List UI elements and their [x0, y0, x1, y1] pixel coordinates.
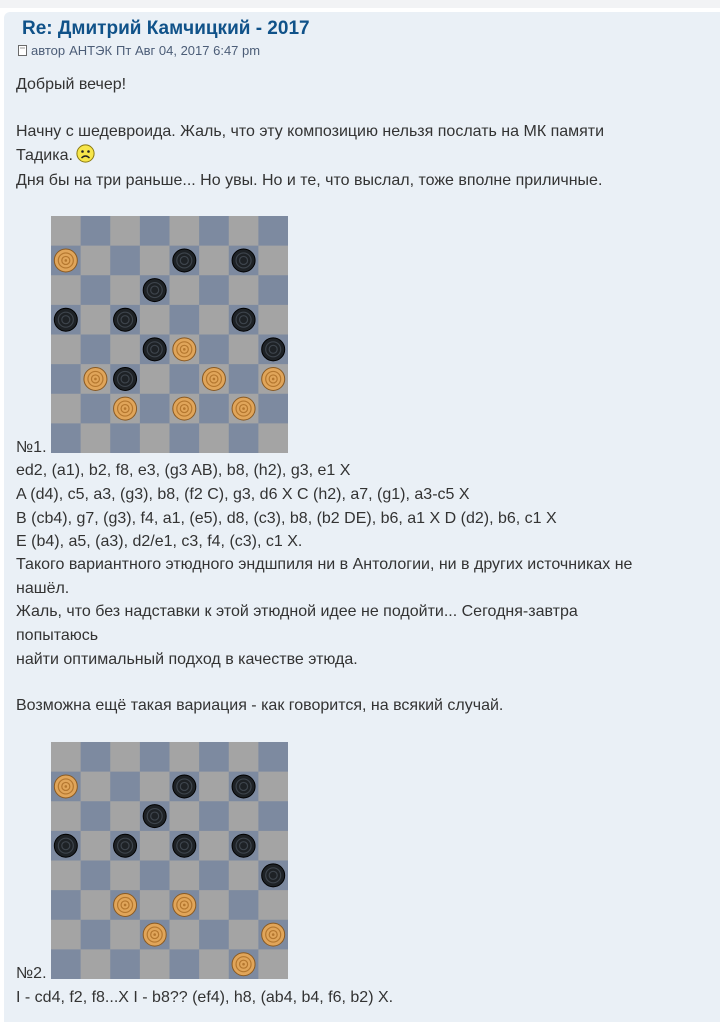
- board-2: [51, 742, 288, 979]
- board-1-square: [258, 275, 288, 305]
- board-1-square: [258, 305, 288, 335]
- board-2-square: [258, 801, 288, 831]
- board-2-white-piece: [173, 893, 196, 916]
- board-1-square: [81, 275, 111, 305]
- board-1-square: [140, 394, 170, 424]
- board-1-black-piece: [114, 367, 137, 390]
- board-1-square: [110, 246, 140, 276]
- board-2-square: [81, 772, 111, 802]
- board-2-square: [199, 920, 229, 950]
- board-1-square: [229, 335, 259, 365]
- board-2-square: [199, 949, 229, 979]
- board-2-white-piece: [262, 923, 285, 946]
- intro-line-1: Начну с шедевроида. Жаль, что эту композицию нельзя послать на МК памяти: [16, 123, 605, 140]
- board-1-white-piece: [262, 367, 285, 390]
- comment-line-5: найти оптимальный подход в качестве этюда.: [16, 651, 358, 668]
- board-1-square: [51, 216, 81, 246]
- board-2-square: [258, 949, 288, 979]
- board-2-square: [51, 890, 81, 920]
- intro-line-3: Дня бы на три раньше... Но увы. Но и те, что выслал, тоже вполне приличные.: [16, 172, 603, 189]
- board-2-black-piece: [232, 834, 255, 857]
- document-icon[interactable]: [18, 45, 27, 56]
- board-2-square: [81, 801, 111, 831]
- board-2-square: [110, 949, 140, 979]
- board-2-square: [229, 920, 259, 950]
- board-1-square: [229, 423, 259, 453]
- board-2-square: [81, 742, 111, 772]
- author-name[interactable]: АНТЭК: [69, 43, 113, 58]
- board-2-label: №2.: [16, 965, 47, 982]
- board-2-square: [199, 742, 229, 772]
- board-2-square: [51, 861, 81, 891]
- post-date: Пт Авг 04, 2017 6:47 pm: [116, 43, 261, 58]
- board-1-square: [81, 246, 111, 276]
- board-2-square: [199, 772, 229, 802]
- board-1-black-piece: [232, 249, 255, 272]
- board-2-white-piece: [54, 775, 77, 798]
- board-1-square: [51, 364, 81, 394]
- comment-line-3: Жаль, что без надставки к этой этюдной идее не подойти... Сегодня-завтра: [16, 603, 578, 620]
- board-1-black-piece: [114, 308, 137, 331]
- forum-post: [4, 12, 720, 1022]
- board-1-white-piece: [202, 367, 225, 390]
- board-1-square: [170, 423, 200, 453]
- variation-intro: Возможна ещё такая вариация - как говорится, на всякий случай.: [16, 697, 504, 714]
- board-1-white-piece: [54, 249, 77, 272]
- board-1-square: [140, 364, 170, 394]
- board-1-square: [229, 275, 259, 305]
- comment-line-2: нашёл.: [16, 580, 70, 597]
- board-2-square: [140, 949, 170, 979]
- board-1-black-piece: [143, 279, 166, 302]
- board-1-square: [258, 246, 288, 276]
- board-1-square: [199, 394, 229, 424]
- board-2-black-piece: [143, 805, 166, 828]
- board-2-square: [170, 920, 200, 950]
- board-1-label: №1.: [16, 439, 47, 456]
- board-2-square: [258, 831, 288, 861]
- board-1-square: [140, 246, 170, 276]
- board-2-square: [110, 772, 140, 802]
- comment-line-1: Такого вариантного этюдного эндшпиля ни в Антологии, ни в других источниках не: [16, 556, 633, 573]
- intro-line-2: [16, 144, 95, 171]
- board-1-black-piece: [54, 308, 77, 331]
- board-1-square: [170, 364, 200, 394]
- solution-1-line-4: E (b4), a5, (a3), d2/e1, c3, f4, (c3), c1 X.: [16, 533, 303, 550]
- solution-2-line: I - cd4, f2, f8...X I - b8?? (ef4), h8, (ab4, b4, f6, b2) X.: [16, 989, 394, 1006]
- sad-smiley-icon: [76, 144, 95, 171]
- board-1-square: [110, 216, 140, 246]
- board-2-black-piece: [173, 834, 196, 857]
- board-2-square: [170, 949, 200, 979]
- board-1-square: [110, 423, 140, 453]
- board-2-square: [170, 861, 200, 891]
- board-1-black-piece: [232, 308, 255, 331]
- board-1-square: [81, 305, 111, 335]
- board-2-square: [81, 831, 111, 861]
- board-1-square: [258, 423, 288, 453]
- board-2-square: [199, 890, 229, 920]
- board-2-square: [81, 890, 111, 920]
- board-2-black-piece: [114, 834, 137, 857]
- board-1-square: [51, 335, 81, 365]
- board-2-black-piece: [262, 864, 285, 887]
- board-2-square: [110, 920, 140, 950]
- board-2-square: [110, 801, 140, 831]
- board-1-square: [229, 364, 259, 394]
- board-2-square: [258, 772, 288, 802]
- top-strip: [0, 0, 720, 8]
- board-1-square: [258, 216, 288, 246]
- board-2-square: [51, 920, 81, 950]
- board-1-square: [199, 305, 229, 335]
- board-2-white-piece: [114, 893, 137, 916]
- board-2-square: [258, 890, 288, 920]
- intro-line-2-text: Тадика.: [16, 147, 73, 164]
- board-2-square: [140, 861, 170, 891]
- board-1-square: [199, 216, 229, 246]
- board-1-square: [199, 246, 229, 276]
- post-title[interactable]: Re: Дмитрий Камчицкий - 2017: [22, 18, 310, 39]
- board-2-square: [199, 801, 229, 831]
- board-2-square: [81, 861, 111, 891]
- board-2-svg: [51, 742, 288, 979]
- board-1-square: [199, 335, 229, 365]
- board-2-square: [110, 742, 140, 772]
- board-1-square: [51, 394, 81, 424]
- board-2-square: [140, 742, 170, 772]
- board-1-square: [51, 275, 81, 305]
- board-1-square: [140, 305, 170, 335]
- board-1-square: [81, 423, 111, 453]
- board-2-square: [199, 831, 229, 861]
- board-1-square: [51, 423, 81, 453]
- board-1-square: [81, 394, 111, 424]
- board-2-square: [51, 742, 81, 772]
- post-meta: [18, 43, 260, 58]
- board-2-square: [229, 861, 259, 891]
- board-1-square: [110, 335, 140, 365]
- board-2-square: [81, 949, 111, 979]
- board-2-square: [51, 949, 81, 979]
- board-2-square: [199, 861, 229, 891]
- board-1-square: [199, 275, 229, 305]
- board-2-square: [140, 890, 170, 920]
- comment-line-4: попытаюсь: [16, 627, 99, 644]
- board-2-white-piece: [143, 923, 166, 946]
- board-1-white-piece: [84, 367, 107, 390]
- greeting-text: Добрый вечер!: [16, 76, 127, 93]
- board-1-square: [258, 394, 288, 424]
- board-1-square: [81, 335, 111, 365]
- board-2-black-piece: [232, 775, 255, 798]
- board-2-square: [170, 742, 200, 772]
- board-2-square: [110, 861, 140, 891]
- board-1-square: [170, 275, 200, 305]
- board-1-square: [170, 305, 200, 335]
- board-2-square: [81, 920, 111, 950]
- solution-1-line-3: B (cb4), g7, (g3), f4, a1, (e5), d8, (c3), b8, (b2 DE), b6, a1 X D (d2), b6, c1 X: [16, 510, 557, 527]
- board-1-black-piece: [262, 338, 285, 361]
- board-2-black-piece: [54, 834, 77, 857]
- board-1-svg: [51, 216, 288, 453]
- board-1-square: [140, 216, 170, 246]
- board-2-white-piece: [232, 953, 255, 976]
- board-2-square: [51, 801, 81, 831]
- board-1-white-piece: [173, 397, 196, 420]
- board-2-square: [140, 772, 170, 802]
- board-1: [51, 216, 288, 453]
- solution-1-line-2: A (d4), c5, a3, (g3), b8, (f2 C), g3, d6 X C (h2), a7, (g1), a3-c5 X: [16, 486, 470, 503]
- board-1-square: [110, 275, 140, 305]
- board-1-black-piece: [143, 338, 166, 361]
- board-1-white-piece: [114, 397, 137, 420]
- board-2-square: [229, 890, 259, 920]
- board-1-square: [229, 216, 259, 246]
- board-2-square: [258, 742, 288, 772]
- board-2-square: [140, 831, 170, 861]
- board-2-square: [170, 801, 200, 831]
- board-1-square: [170, 216, 200, 246]
- board-2-square: [229, 742, 259, 772]
- board-1-square: [199, 423, 229, 453]
- board-1-white-piece: [173, 338, 196, 361]
- board-1-square: [81, 216, 111, 246]
- board-1-white-piece: [232, 397, 255, 420]
- board-1-square: [140, 423, 170, 453]
- board-2-black-piece: [173, 775, 196, 798]
- board-2-square: [229, 801, 259, 831]
- solution-1-line-1: ed2, (a1), b2, f8, e3, (g3 AB), b8, (h2), g3, e1 X: [16, 462, 351, 479]
- author-prefix: автор: [31, 43, 66, 58]
- board-1-black-piece: [173, 249, 196, 272]
